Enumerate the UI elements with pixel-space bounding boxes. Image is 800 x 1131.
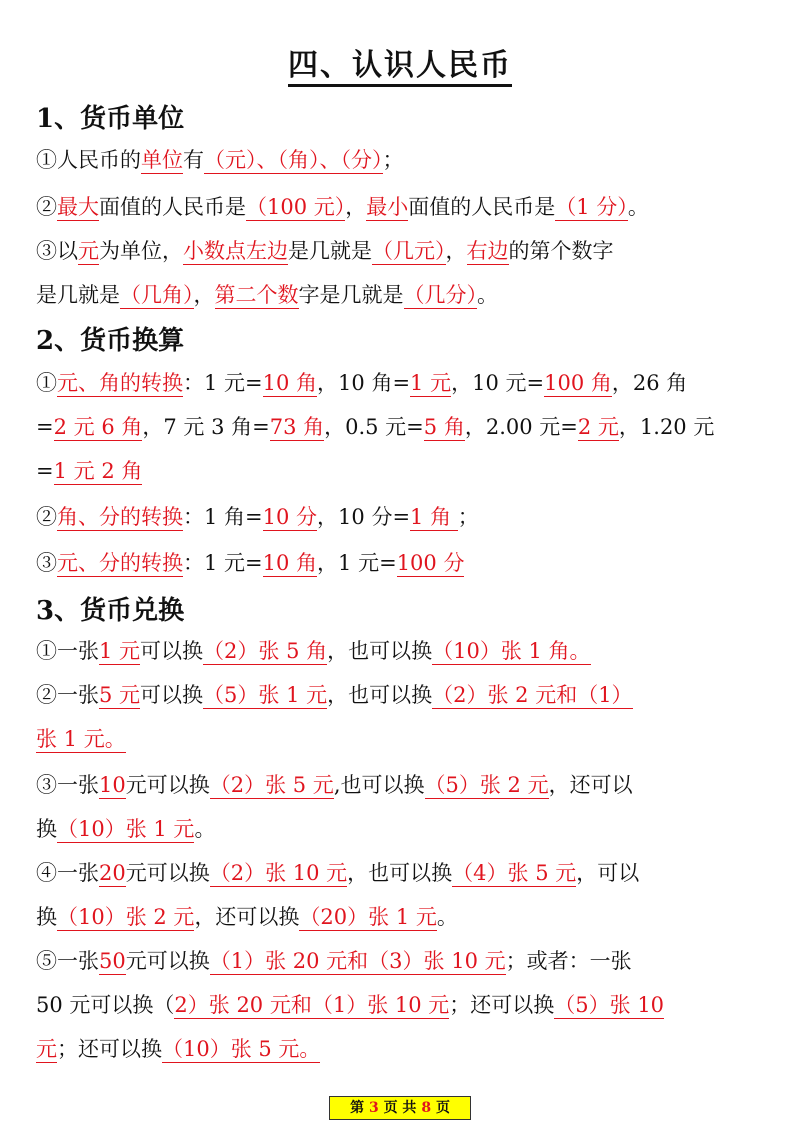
answer-fill: （4）张 5 元 [452,861,577,885]
text-line [36,1034,771,1064]
text-segment: ；还可以换 [449,993,555,1017]
answer-fill: 2）张 20 元和（1）张 10 元 [174,993,450,1017]
text-segment: 面值的人民币是 [99,195,246,219]
text-line [36,680,771,710]
answer-fill: 元 [78,239,99,263]
text-line [36,548,771,578]
answer-fill: 张 1 元。 [36,727,126,751]
text-segment: ，26 角 [611,371,688,395]
text-segment: ，10 元= [451,371,545,395]
answer-fill: （10）张 1 角。 [432,639,591,663]
text-segment: ⑤一张 [36,949,99,973]
text-line [36,368,771,398]
text-segment: 元可以换 [125,861,210,885]
text-segment: 元可以换 [125,773,210,797]
answer-fill: （2）张 5 元 [209,773,334,797]
answer-fill: 73 角 [269,415,325,439]
answer-fill: 10 分 [262,505,318,529]
answer-fill: 10 角 [262,371,318,395]
text-segment: ，10 角= [317,371,411,395]
text-segment: ，0.5 元= [324,415,424,439]
text-segment: 。 [436,905,458,929]
page-number-footer [329,1096,471,1120]
text-segment: ； [457,505,479,529]
text-line [36,990,771,1020]
text-line [36,902,771,932]
answer-fill: （5）张 1 元 [203,683,328,707]
answer-fill: 100 分 [396,551,465,575]
answer-fill: 1 元 [99,639,141,663]
text-segment: ：1 元= [183,371,263,395]
text-segment: ① [36,371,57,395]
text-segment: 的第个数字 [508,239,614,263]
text-segment: ①一张 [36,639,99,663]
text-line [36,236,771,266]
text-segment: 换 [36,817,57,841]
text-segment: ,也可以换 [333,773,425,797]
text-line [36,858,771,888]
text-segment: 元可以换 [125,949,210,973]
text-segment: ， [445,239,467,263]
text-segment: ③ [36,551,57,575]
answer-fill: 元 [36,1037,57,1061]
text-segment: ，1 元= [317,551,397,575]
text-segment: ：1 元= [183,551,263,575]
answer-fill: 1 角 [410,505,458,529]
text-segment: ② [36,505,57,529]
text-line [36,770,771,800]
text-segment: ，10 分= [317,505,411,529]
text-segment: ③以 [36,239,78,263]
answer-fill: 1 元 2 角 [53,459,143,483]
text-line [36,946,771,976]
text-line [36,502,771,532]
answer-fill: （几元） [372,239,446,263]
text-segment: ；或者：一张 [505,949,632,973]
text-segment: ，也可以换 [327,683,433,707]
text-segment: ，1.20 元 [618,415,715,439]
answer-fill: （10）张 5 元。 [162,1037,321,1061]
answer-fill: （5）张 2 元 [424,773,549,797]
answer-fill: 2 元 6 角 [53,415,143,439]
answer-fill: 最大 [57,195,99,219]
text-segment: ：1 角= [183,505,263,529]
text-segment: ④一张 [36,861,99,885]
text-segment: ； [382,148,404,172]
text-segment: ，2.00 元= [464,415,578,439]
text-segment: = [36,415,54,439]
text-line [36,456,771,486]
footer-middle: 页 共 [383,1100,417,1116]
answer-fill: （10）张 1 元 [57,817,195,841]
text-segment: 。 [194,817,216,841]
section-heading-conversion: 2、货币换算 [36,326,185,356]
text-segment: 是几就是 [36,283,120,307]
answer-fill: 5 角 [423,415,465,439]
text-segment: 。 [627,195,649,219]
answer-fill: （5）张 10 [554,993,665,1017]
text-line [36,636,771,666]
text-line [36,412,771,442]
text-line [36,724,771,754]
answer-fill: 单位 [141,148,183,172]
text-segment: 为单位， [99,239,183,263]
answer-fill: （1）张 20 元和（3）张 10 元 [209,949,506,973]
text-segment: ， [345,195,367,219]
section-heading-exchange: 3、货币兑换 [36,596,185,626]
answer-fill: 2 元 [577,415,619,439]
text-line [36,145,771,175]
page-title: 四、认识人民币 [0,40,800,84]
text-line [36,192,771,222]
answer-fill: 5 元 [99,683,141,707]
text-segment: 有 [183,148,204,172]
text-segment: ③一张 [36,773,99,797]
answer-fill: 元、角的转换 [57,371,183,395]
current-page-number: 3 [368,1100,379,1116]
text-segment: 。 [477,283,498,307]
text-segment: ，7 元 3 角= [142,415,270,439]
text-segment: ，也可以换 [327,639,433,663]
text-segment: ②一张 [36,683,99,707]
section-heading-units: 1、货币单位 [36,104,185,134]
text-segment: 50 元可以换（ [36,993,175,1017]
answer-fill: 元、分的转换 [57,551,183,575]
footer-suffix: 页 [435,1100,450,1116]
text-segment: ；还可以换 [57,1037,162,1061]
text-segment: 是几就是 [288,239,372,263]
text-segment: ，也可以换 [347,861,453,885]
answer-fill: 1 元 [410,371,452,395]
text-line [36,280,771,310]
text-segment: 字是几就是 [298,283,404,307]
text-segment: ② [36,195,57,219]
answer-fill: （2）张 2 元和（1） [432,683,633,707]
answer-fill: 最小 [366,195,409,219]
answer-fill: （几角） [120,283,194,307]
answer-fill: 10 角 [262,551,318,575]
text-segment: ，可以 [576,861,640,885]
answer-fill: 50 [99,949,126,973]
answer-fill: （几分） [403,283,477,307]
text-segment: 可以换 [140,683,204,707]
text-segment: ①人民币的 [36,148,141,172]
answer-fill: 小数点左边 [183,239,288,263]
answer-fill: 100 角 [544,371,612,395]
text-segment: 可以换 [140,639,204,663]
answer-fill: （2）张 5 角 [203,639,328,663]
answer-fill: （2）张 10 元 [209,861,348,885]
answer-fill: 右边 [466,239,509,263]
answer-fill: 10 [99,773,126,797]
text-segment: ， [193,283,215,307]
footer-prefix: 第 [350,1100,365,1116]
text-segment: = [36,459,54,483]
text-segment: 换 [36,905,57,929]
total-page-number: 8 [421,1100,432,1116]
text-line [36,814,771,844]
text-segment: ，还可以 [548,773,633,797]
answer-fill: 第二个数 [214,283,299,307]
answer-fill: （100 元） [246,195,346,219]
answer-fill: （10）张 2 元 [57,905,195,929]
answer-fill: 20 [99,861,126,885]
answer-fill: （1 分） [555,195,628,219]
text-segment: ，还可以换 [194,905,300,929]
answer-fill: （20）张 1 元 [299,905,437,929]
answer-fill: 角、分的转换 [57,505,183,529]
text-segment: 面值的人民币是 [408,195,556,219]
answer-fill: （元）、（角）、（分） [204,148,383,172]
